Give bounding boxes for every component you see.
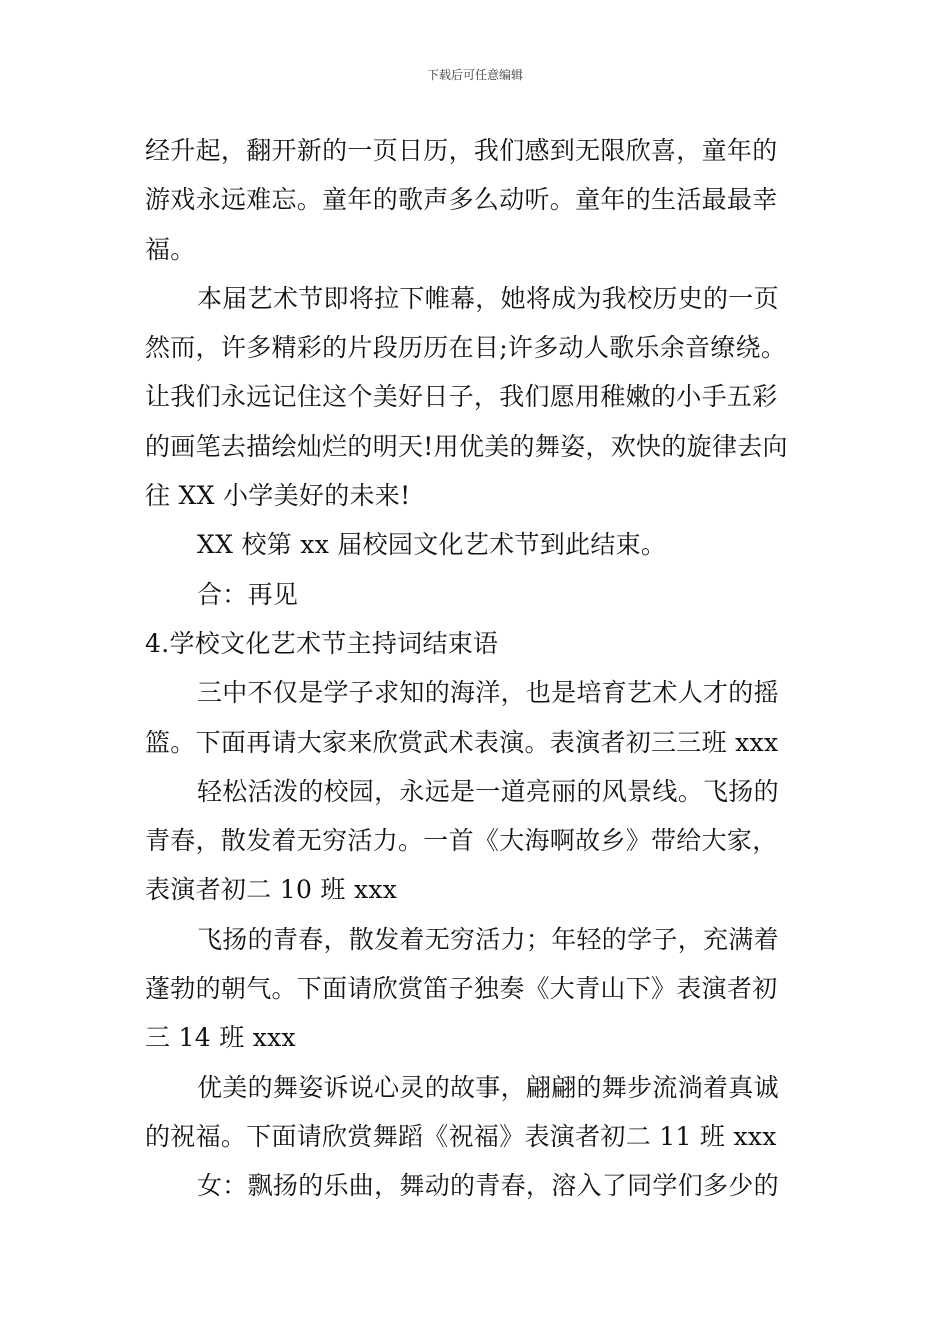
page-header: 下载后可任意编辑	[426, 68, 523, 82]
text-line: 轻松活泼的校园，永远是一道亮丽的风景线。飞扬的	[197, 776, 779, 806]
text-line: 蓬勃的朝气。下面请欣赏笛子独奏《大青山下》表演者初	[145, 974, 778, 1004]
text-line: 合：再见	[197, 579, 299, 609]
text-line: 篮。下面再请大家来欣赏武术表演。表演者初三三班 xxx	[145, 727, 779, 757]
text-line: 表演者初二 10 班 xxx	[145, 875, 398, 905]
text-line: 飞扬的青春，散发着无穷活力；年轻的学子，充满着	[197, 924, 779, 954]
text-line: 女：飘扬的乐曲，舞动的青春，溶入了同学们多少的	[197, 1171, 779, 1201]
text-line: XX 校第 xx 届校园文化艺术节到此结束。	[197, 530, 667, 560]
text-line: 让我们永远记住这个美好日子，我们愿用稚嫩的小手五彩	[145, 382, 778, 412]
text-line: 优美的舞姿诉说心灵的故事，翩翩的舞步流淌着真诚	[197, 1072, 779, 1102]
text-line: 4.学校文化艺术节主持词结束语	[145, 628, 499, 658]
document-body	[145, 126, 810, 1211]
text-line: 往 XX 小学美好的未来!	[145, 481, 411, 511]
text-line: 三 14 班 xxx	[145, 1023, 296, 1053]
text-line: 三中不仅是学子求知的海洋，也是培育艺术人才的摇	[197, 678, 779, 708]
text-line: 然而，许多精彩的片段历历在目;许多动人歌乐余音缭绕。	[145, 333, 787, 363]
text-line: 经升起，翻开新的一页日历，我们感到无限欣喜，童年的	[145, 136, 778, 165]
text-line: 的画笔去描绘灿烂的明天!用优美的舞姿，欢快的旋律去向	[145, 431, 788, 461]
text-line: 的祝福。下面请欣赏舞蹈《祝福》表演者初二 11 班 xxx	[145, 1121, 777, 1151]
text-line: 本届艺术节即将拉下帷幕，她将成为我校历史的一页	[197, 283, 779, 313]
text-line: 游戏永远难忘。童年的歌声多么动听。童年的生活最最幸	[145, 185, 778, 215]
text-line: 福。	[145, 234, 196, 264]
text-line: 青春，散发着无穷活力。一首《大海啊故乡》带给大家，	[145, 826, 778, 856]
